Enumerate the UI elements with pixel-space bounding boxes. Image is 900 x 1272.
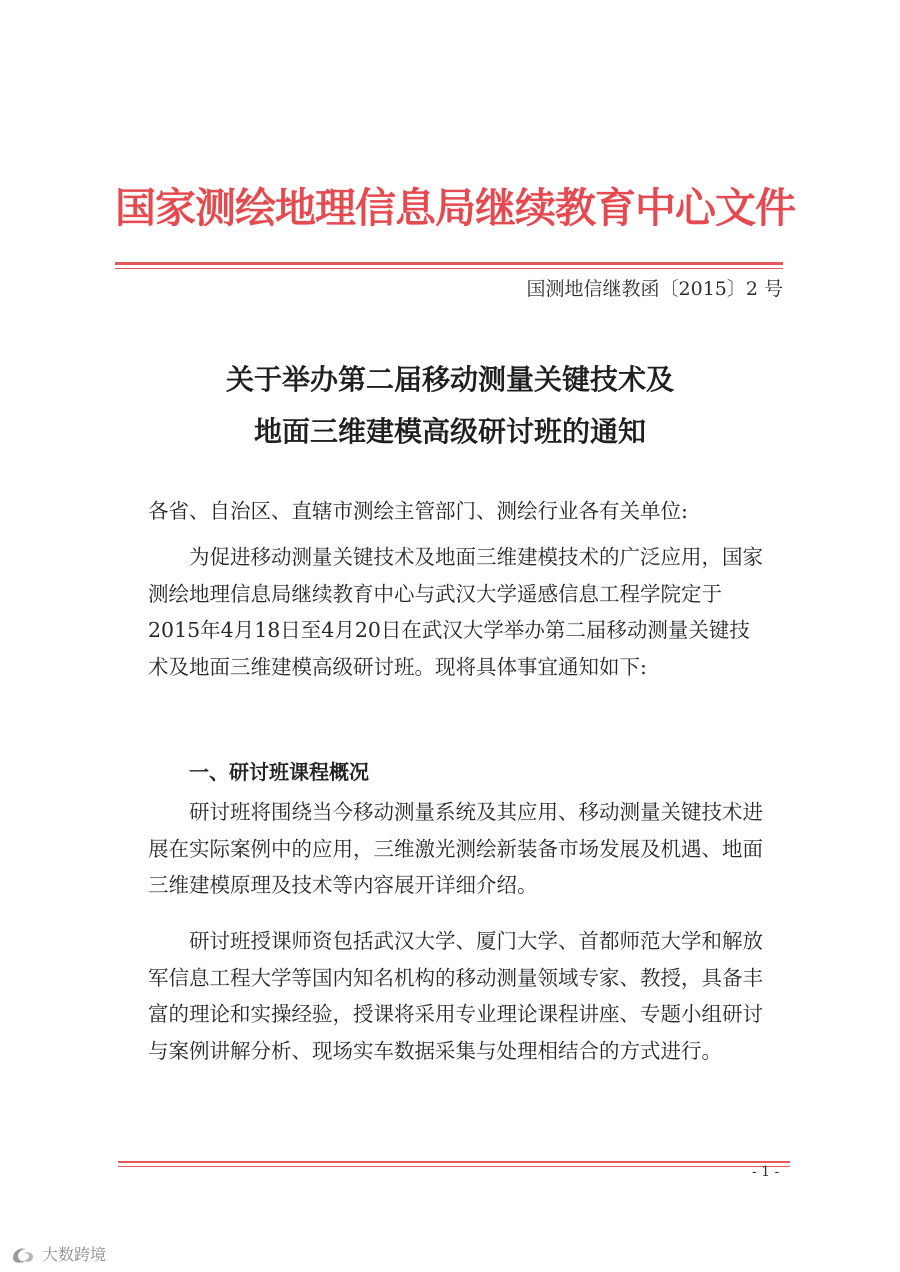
watermark-logo-icon (10, 1243, 36, 1265)
watermark (10, 1242, 106, 1265)
footer-rule-thin (118, 1166, 790, 1167)
notice-title-line-1: 关于举办第二届移动测量关键技术及 (225, 363, 674, 396)
document-header-title: 国家测绘地理信息局继续教育中心文件 (115, 184, 795, 232)
intro-paragraph-block (148, 539, 764, 685)
page-number: - 1 - (752, 1164, 780, 1180)
watermark-text: 大数跨境 (42, 1245, 107, 1264)
header-rule-thick (115, 262, 783, 265)
header-rule-thin (115, 268, 783, 269)
course-overview-paragraph: 研讨班将围绕当今移动测量系统及其应用、移动测量关键技术进展在实际案例中的应用，三维激光测绘新装备市场发展及机遇、地面三维建模原理及技术等内容展开详细介绍。 (148, 800, 763, 897)
course-overview-paragraph-block (148, 794, 764, 904)
instructors-paragraph: 研讨班授课师资包括武汉大学、厦门大学、首都师范大学和解放军信息工程大学等国内知名机构的移动测量领域专家、教授，具备丰富的理论和实操经验，授课将采用专业理论课程讲座、专题小组研讨与案例讲解分析、现场实车数据采集与处理相结合的方式进行。 (148, 929, 763, 1063)
instructors-paragraph-block (148, 923, 764, 1069)
footer-rule-thick (118, 1161, 790, 1163)
intro-paragraph: 为促进移动测量关键技术及地面三维建模技术的广泛应用，国家测绘地理信息局继续教育中心与武汉大学遥感信息工程学院定于2015年4月18日至4月20日在武汉大学举办第二届移动测量关键技术及地面三维建模高级研讨班。现将具体事宜通知如下: (148, 545, 763, 679)
document-number: 国测地信继教函〔2015〕2 号 (526, 278, 783, 300)
notice-title-line-2: 地面三维建模高级研讨班的通知 (253, 415, 646, 448)
salutation: 各省、自治区、直辖市测绘主管部门、测绘行业各有关单位: (148, 499, 688, 523)
section-heading-course-overview: 一、研讨班课程概况 (189, 760, 369, 784)
